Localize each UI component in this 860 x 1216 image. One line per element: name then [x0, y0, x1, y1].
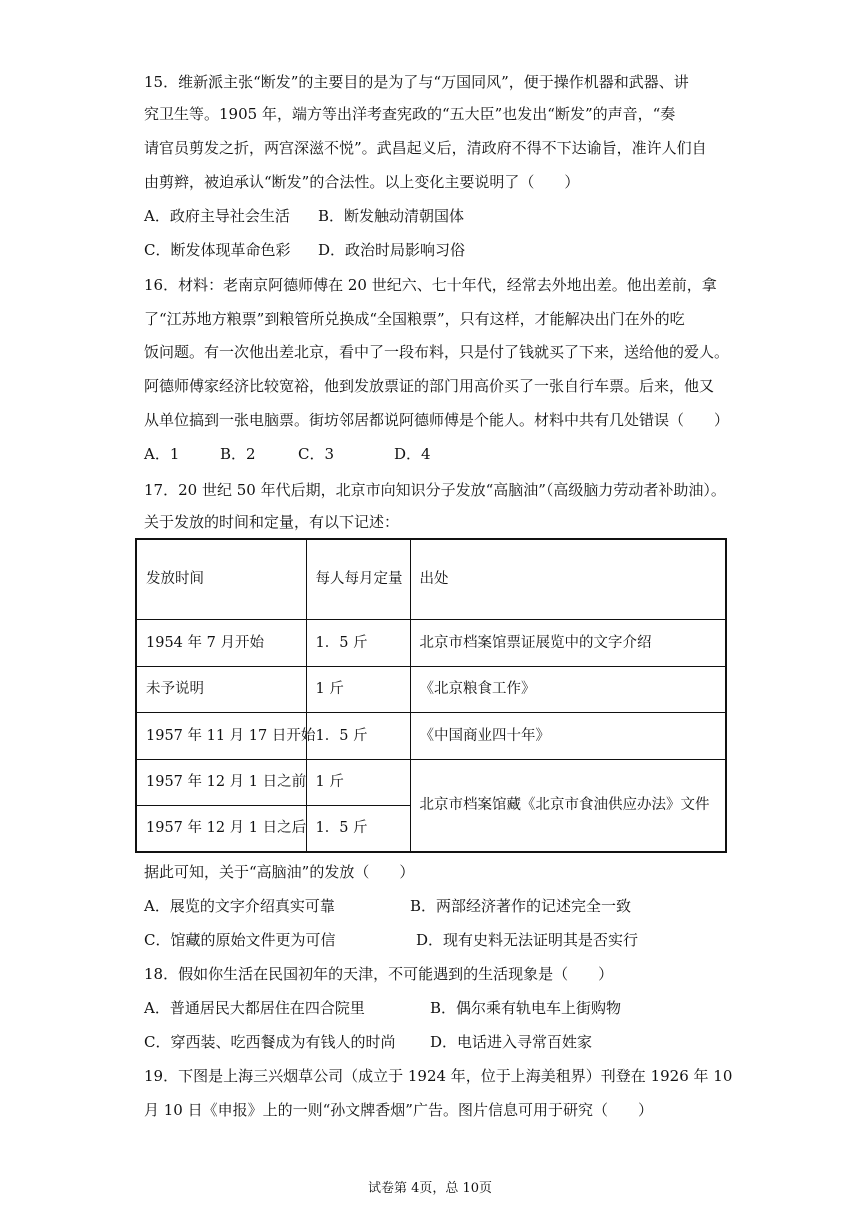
- ration-table: [135, 538, 727, 853]
- question-16-line-4: 阿德师傅家经济比较宽裕，他到发放票证的部门用高价买了一张自行车票。后来，他又: [144, 377, 715, 395]
- table-cell: 1．5 斤: [306, 805, 410, 852]
- question-15-option-b: B．断发触动清朝国体: [318, 207, 465, 225]
- table-row: [136, 619, 726, 666]
- question-18-option-d: D．电话进入寻常百姓家: [430, 1033, 593, 1051]
- question-18-option-a: A．普通居民大都居住在四合院里: [144, 999, 365, 1017]
- question-17-line-1: 17．20 世纪 50 年代后期，北京市向知识分子发放“高脑油”（高级脑力劳动者补助油）。: [144, 481, 726, 499]
- question-15-option-a: A．政府主导社会生活: [144, 207, 290, 225]
- table-cell: 未予说明: [136, 666, 306, 712]
- question-18-option-c: C．穿西装、吃西餐成为有钱人的时尚: [144, 1033, 396, 1051]
- table-cell: 《北京粮食工作》: [410, 666, 726, 712]
- table-row: [136, 666, 726, 712]
- table-cell: 1 斤: [306, 759, 410, 805]
- table-header-cell: 出处: [410, 539, 726, 619]
- question-19-line-1: 19．下图是上海三兴烟草公司（成立于 1924 年，位于上海美租界）刊登在 1926 年 10: [144, 1067, 733, 1085]
- question-16-option-d: D．4: [394, 445, 431, 463]
- page-footer: 试卷第 4页，总 10页: [367, 1181, 493, 1196]
- question-17-option-c: C．馆藏的原始文件更为可信: [144, 931, 336, 949]
- question-15-option-c: C．断发体现革命色彩: [144, 241, 291, 259]
- question-16-option-c: C．3: [298, 445, 335, 463]
- table-cell: 1957 年 12 月 1 日之后: [136, 805, 306, 852]
- table-cell: 北京市档案馆票证展览中的文字介绍: [410, 619, 726, 666]
- table-cell: 《中国商业四十年》: [410, 712, 726, 759]
- question-17-line-2: 关于发放的时间和定量，有以下记述：: [144, 513, 400, 531]
- question-18-option-b: B．偶尔乘有轨电车上街购物: [430, 999, 622, 1017]
- table-cell: 1957 年 12 月 1 日之前: [136, 759, 306, 805]
- question-17-option-b: B．两部经济著作的记述完全一致: [410, 897, 632, 915]
- question-15-line-2: 究卫生等。1905 年，端方等出洋考查宪政的“五大臣”也发出“断发”的声音，“奏: [144, 105, 676, 123]
- table-cell: 1．5 斤: [306, 712, 410, 759]
- question-16-line-3: 饭问题。有一次他出差北京，看中了一段布料，只是付了钱就买了下来，送给他的爱人。: [144, 343, 730, 361]
- table-header-cell: 发放时间: [136, 539, 306, 619]
- table-cell-merged-source: 北京市档案馆藏《北京市食油供应办法》文件: [410, 759, 726, 852]
- question-17-option-d: D．现有史料无法证明其是否实行: [416, 931, 639, 949]
- question-18-line-1: 18．假如你生活在民国初年的天津，不可能遇到的生活现象是（ ）: [144, 965, 614, 983]
- question-17-option-a: A．展览的文字介绍真实可靠: [144, 897, 335, 915]
- table-cell: 1．5 斤: [306, 619, 410, 666]
- question-15-line-3: 请官员剪发之折，两宫深滋不悦”。武昌起义后，清政府不得不下达谕旨，准许人们自: [144, 139, 707, 157]
- table-row: [136, 712, 726, 759]
- question-16-line-2: 了“江苏地方粮票”到粮管所兑换成“全国粮票”，只有这样，才能解决出门在外的吃: [144, 310, 685, 328]
- table-row: [136, 759, 726, 805]
- table-cell: 1954 年 7 月开始: [136, 619, 306, 666]
- question-15-option-d: D．政治时局影响习俗: [318, 241, 466, 259]
- question-19-line-2: 月 10 日《申报》上的一则“孙文牌香烟”广告。图片信息可用于研究（ ）: [144, 1101, 653, 1119]
- question-17-stem-end: 据此可知，关于“高脑油”的发放（ ）: [144, 863, 415, 881]
- table-cell: 1 斤: [306, 666, 410, 712]
- question-16-option-a: A．1: [144, 445, 180, 463]
- question-16-line-1: 16．材料：老南京阿德师傅在 20 世纪六、七十年代，经常去外地出差。他出差前，拿: [144, 276, 717, 294]
- table-cell: 1957 年 11 月 17 日开始: [136, 712, 306, 759]
- question-15-line-1: 15．维新派主张“断发”的主要目的是为了与“万国同风”，便于操作机器和武器、讲: [144, 73, 689, 91]
- question-15-line-4: 由剪辫，被迫承认“断发”的合法性。以上变化主要说明了（ ）: [144, 173, 580, 191]
- question-16-option-b: B．2: [220, 445, 256, 463]
- question-16-line-5: 从单位搞到一张电脑票。街坊邻居都说阿德师傅是个能人。材料中共有几处错误（ ）: [144, 411, 730, 429]
- table-header-row: [136, 539, 726, 619]
- table-header-cell: 每人每月定量: [306, 539, 410, 619]
